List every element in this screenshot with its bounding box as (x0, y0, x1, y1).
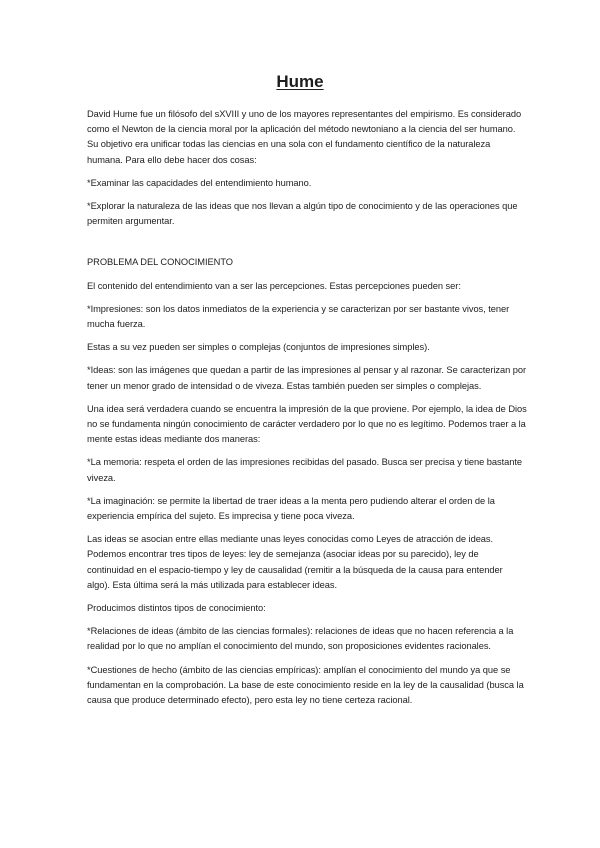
body-paragraph: *Impresiones: son los datos inmediatos de la experiencia y se caracterizan por ser bastante vivos, tener mucha fuerza. (87, 303, 510, 330)
body-paragraph: Una idea será verdadera cuando se encuentra la impresión de la que proviene. Por ejemplo, la idea de Dios no se fundamenta ningún conocimiento de carácter verdadero por lo que no es legítimo. Podemos traer a la mente estas ideas mediante dos maneras: (87, 403, 527, 445)
goal-item: *Explorar la naturaleza de las ideas que nos llevan a algún tipo de conocimiento y de las operaciones que permiten argumentar. (87, 201, 518, 227)
body-paragraph: Estas a su vez pueden ser simples o complejas (conjuntos de impresiones simples). (87, 342, 430, 353)
body-paragraph: *Ideas: son las imágenes que quedan a partir de las impresiones al pensar y al razonar. Se caracterizan por tener un menor grado de intensidad o de viveza. Estas también pueden ser simples o complejas. (87, 365, 527, 391)
body-paragraph: *Relaciones de ideas (ámbito de las ciencias formales): relaciones de ideas que no hacen referencia a la realidad por lo que no amplían el conocimiento del mundo, son proposiciones evidentes racionales. (87, 626, 514, 652)
section-heading: PROBLEMA DEL CONOCIMIENTO (87, 257, 233, 268)
document-body (87, 107, 527, 716)
body-paragraph: *Cuestiones de hecho (ámbito de las ciencias empíricas): amplían el conocimiento del mundo ya que se fundamentan en la comprobación. La base de este conocimiento reside en la ley de la causalidad (busca la causa que produce determinado efecto), pero esta ley no tiene certeza racional. (87, 664, 524, 706)
intro-paragraph: David Hume fue un filósofo del sXVIII y uno de los mayores representantes del empirismo. Es considerado como el Newton de la ciencia moral por la aplicación del método newtoniano a la ciencia del ser humano. Su objetivo era unificar todas las ciencias en una sola con el fundamento científico de la naturaleza humana. Para ello debe hacer dos cosas: (87, 109, 522, 165)
body-paragraph: Producimos distintos tipos de conocimiento: (87, 603, 266, 614)
body-paragraph: *La memoria: respeta el orden de las impresiones recibidas del pasado. Busca ser precisa y tiene bastante viveza. (87, 457, 523, 483)
goal-item: *Examinar las capacidades del entendimiento humano. (87, 177, 312, 188)
page-title: Hume (276, 72, 324, 91)
body-paragraph: Las ideas se asocian entre ellas mediante unas leyes conocidas como Leyes de atracción de ideas. Podemos encontrar tres tipos de leyes: ley de semejanza (asociar ideas por su parecido), ley de continuidad en el espacio-tiempo y ley de causalidad (remitir a la búsqueda de la causa para entender algo). Esta última será la más utilizada para establecer ideas. (87, 534, 503, 590)
body-paragraph: *La imaginación: se permite la libertad de traer ideas a la menta pero pudiendo alterar el orden de la experiencia empírica del sujeto. Es imprecisa y tiene poca viveza. (87, 495, 495, 522)
body-paragraph: El contenido del entendimiento van a ser las percepciones. Estas percepciones pueden ser: (87, 280, 461, 291)
